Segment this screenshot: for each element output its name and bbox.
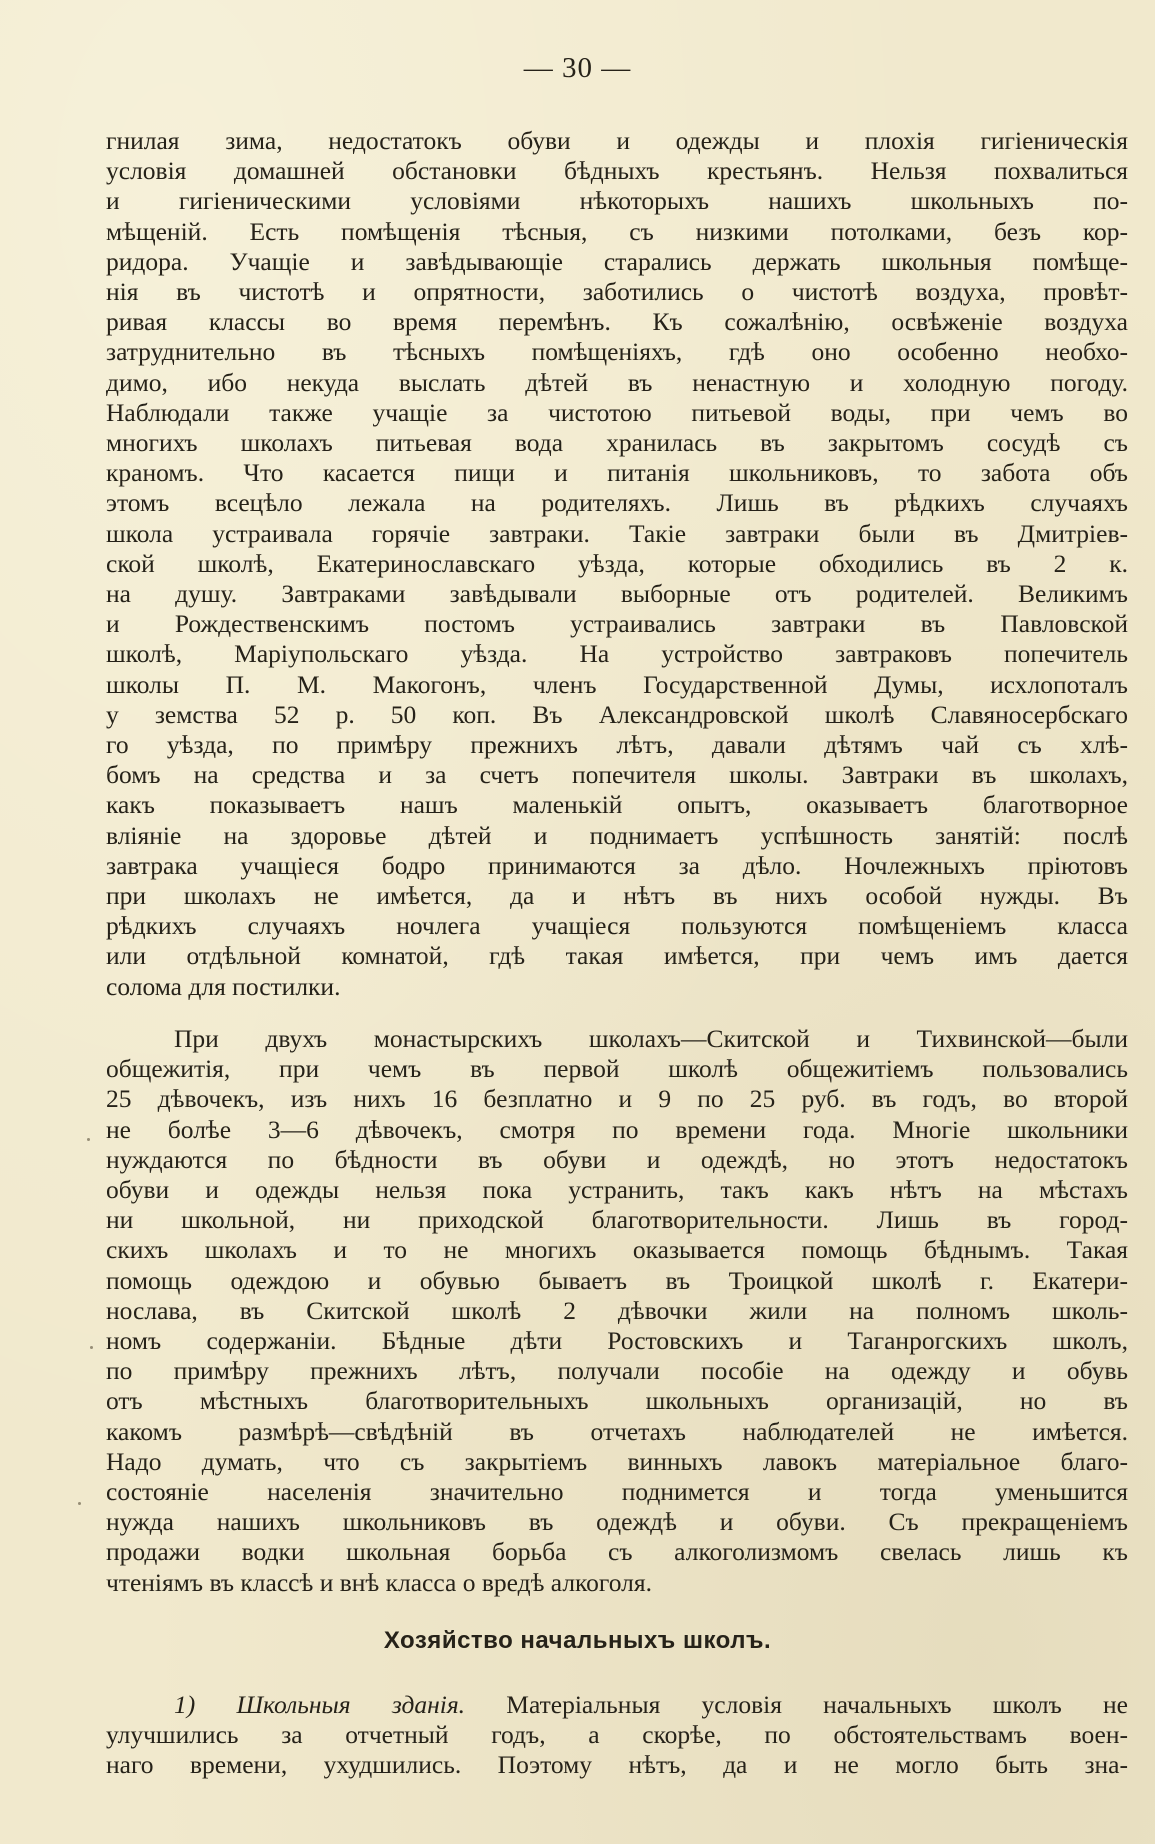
paper-speck — [90, 1346, 93, 1349]
text-line: солома для постилки. — [106, 971, 341, 1001]
text-line: или отдѣльной комнатой, гдѣ такая имѣется, при чемъ имъ дается — [106, 941, 1128, 971]
paragraph-3 — [106, 1690, 1128, 1781]
text-line: и Рождественскимъ постомъ устраивались завтраки въ Павловской — [106, 609, 1128, 639]
text-line: 25 дѣвочекъ, изъ нихъ 16 безплатно и 9 по 25 руб. въ годъ, во второй — [106, 1084, 1128, 1114]
text-line: и гигіеническими условіями нѣкоторыхъ нашихъ школьныхъ по- — [106, 186, 1128, 216]
text-line: не болѣе 3—6 дѣвочекъ, смотря по времени года. Многіе школьники — [106, 1114, 1128, 1144]
text-line: го уѣзда, по примѣру прежнихъ лѣтъ, давали дѣтямъ чай съ хлѣ- — [106, 730, 1128, 760]
text-line: наго времени, ухудшились. Поэтому нѣтъ, да и не могло быть зна- — [106, 1750, 1128, 1780]
text-line: по примѣру прежнихъ лѣтъ, получали пособіе на одежду и обувь — [106, 1356, 1128, 1386]
text-line: димо, ибо некуда выслать дѣтей въ ненастную и холодную погоду. — [106, 367, 1128, 397]
text-line: Наблюдали также учащіе за чистотою питьевой воды, при чемъ во — [106, 397, 1128, 427]
text-line: чтеніямъ въ классѣ и внѣ класса о вредѣ алкоголя. — [106, 1567, 652, 1597]
text-line: обуви и одежды нельзя пока устранить, такъ какъ нѣтъ на мѣстахъ — [106, 1175, 1128, 1205]
paper-speck — [87, 1138, 90, 1141]
text-line: многихъ школахъ питьевая вода хранилась въ закрытомъ сосудѣ съ — [106, 428, 1128, 458]
text-line: затруднительно въ тѣсныхъ помѣщеніяхъ, гдѣ оно особенно необхо- — [106, 337, 1128, 367]
text-line: мѣщеній. Есть помѣщенія тѣсныя, съ низкими потолками, безъ кор- — [106, 216, 1128, 246]
text-line: состояніе населенія значительно поднимется и тогда уменьшится — [106, 1477, 1128, 1507]
text-line: какомъ размѣрѣ—свѣдѣній въ отчетахъ наблюдателей не имѣется. — [106, 1416, 1128, 1446]
text-line: скихъ школахъ и то не многихъ оказывается помощь бѣднымъ. Такая — [106, 1235, 1128, 1265]
first-line-text: Матеріальныя условія начальныхъ школъ не — [465, 1690, 1128, 1719]
text-line: отъ мѣстныхъ благотворительныхъ школьныхъ организацій, но въ — [106, 1386, 1128, 1416]
text-line: нуждаются по бѣдности въ обуви и одеждѣ, но этотъ недостатокъ — [106, 1144, 1128, 1174]
text-line: у земства 52 р. 50 коп. Въ Александровской школѣ Славяносербскаго — [106, 699, 1128, 729]
subsection-label: 1) Школьныя зданія. — [174, 1690, 466, 1719]
text-line: школы П. М. Макогонъ, членъ Государственной Думы, исхлопоталъ — [106, 669, 1128, 699]
text-line: этомъ всецѣло лежала на родителяхъ. Лишь въ рѣдкихъ случаяхъ — [106, 488, 1128, 518]
text-line: завтрака учащіеся бодро принимаются за дѣло. Ночлежныхъ пріютовъ — [106, 850, 1128, 880]
text-line: какъ показываетъ нашъ маленькій опытъ, оказываетъ благотворное — [106, 790, 1128, 820]
text-line: продажи водки школьная борьба съ алкоголизмомъ свелась лишь къ — [106, 1537, 1128, 1567]
text-line: ривая классы во время перемѣнъ. Къ сожалѣнію, освѣженіе воздуха — [106, 307, 1128, 337]
text-line: нія въ чистотѣ и опрятности, заботились о чистотѣ воздуха, провѣт- — [106, 277, 1128, 307]
text-line: Надо думать, что съ закрытіемъ винныхъ лавокъ матеріальное благо- — [106, 1446, 1128, 1476]
text-line: при школахъ не имѣется, да и нѣтъ въ нихъ особой нужды. Въ — [106, 881, 1128, 911]
text-line: на душу. Завтраками завѣдывали выборные отъ родителей. Великимъ — [106, 579, 1128, 609]
page-number: — 30 — — [523, 52, 632, 84]
text-line: краномъ. Что касается пищи и питанія школьниковъ, то забота объ — [106, 458, 1128, 488]
text-line: условія домашней обстановки бѣдныхъ крестьянъ. Нельзя похвалиться — [106, 156, 1128, 186]
text-line-first — [106, 1690, 1128, 1720]
text-line: ридора. Учащіе и завѣдывающіе старались держать школьныя помѣще- — [106, 246, 1128, 276]
text-line: общежитія, при чемъ въ первой школѣ общежитіемъ пользовались — [106, 1054, 1128, 1084]
text-line: рѣдкихъ случаяхъ ночлега учащіеся пользуются помѣщеніемъ класса — [106, 911, 1128, 941]
paragraph-2 — [106, 1024, 1128, 1598]
text-line: помощь одеждою и обувью бываетъ въ Троицкой школѣ г. Екатери- — [106, 1265, 1128, 1295]
text-line: ни школьной, ни приходской благотворительности. Лишь въ город- — [106, 1205, 1128, 1235]
text-line: школѣ, Маріупольскаго уѣзда. На устройство завтраковъ попечитель — [106, 639, 1128, 669]
paragraph-1 — [106, 126, 1128, 1002]
paper-speck — [78, 1502, 81, 1505]
section-heading: Хозяйство начальныхъ школъ. — [383, 1627, 772, 1654]
text-line: школа устраивала горячіе завтраки. Такіе завтраки были въ Дмитріев- — [106, 518, 1128, 548]
text-line: ской школѣ, Екатеринославскаго уѣзда, которые обходились въ 2 к. — [106, 548, 1128, 578]
text-line: При двухъ монастырскихъ школахъ—Скитской и Тихвинской—были — [174, 1024, 1128, 1053]
text-line: нослава, въ Скитской школѣ 2 дѣвочки жили на полномъ школь- — [106, 1295, 1128, 1325]
text-line: вліяніе на здоровье дѣтей и поднимаетъ успѣшность занятій: послѣ — [106, 820, 1128, 850]
text-line: гнилая зима, недостатокъ обуви и одежды и плохія гигіеническія — [106, 126, 1128, 155]
text-line: бомъ на средства и за счетъ попечителя школы. Завтраки въ школахъ, — [106, 760, 1128, 790]
text-line: улучшились за отчетный годъ, а скорѣе, по обстоятельствамъ воен- — [106, 1720, 1128, 1750]
text-line: нужда нашихъ школьниковъ въ одеждѣ и обуви. Съ прекращеніемъ — [106, 1507, 1128, 1537]
text-line: номъ содержаніи. Бѣдные дѣти Ростовскихъ и Таганрогскихъ школъ, — [106, 1326, 1128, 1356]
